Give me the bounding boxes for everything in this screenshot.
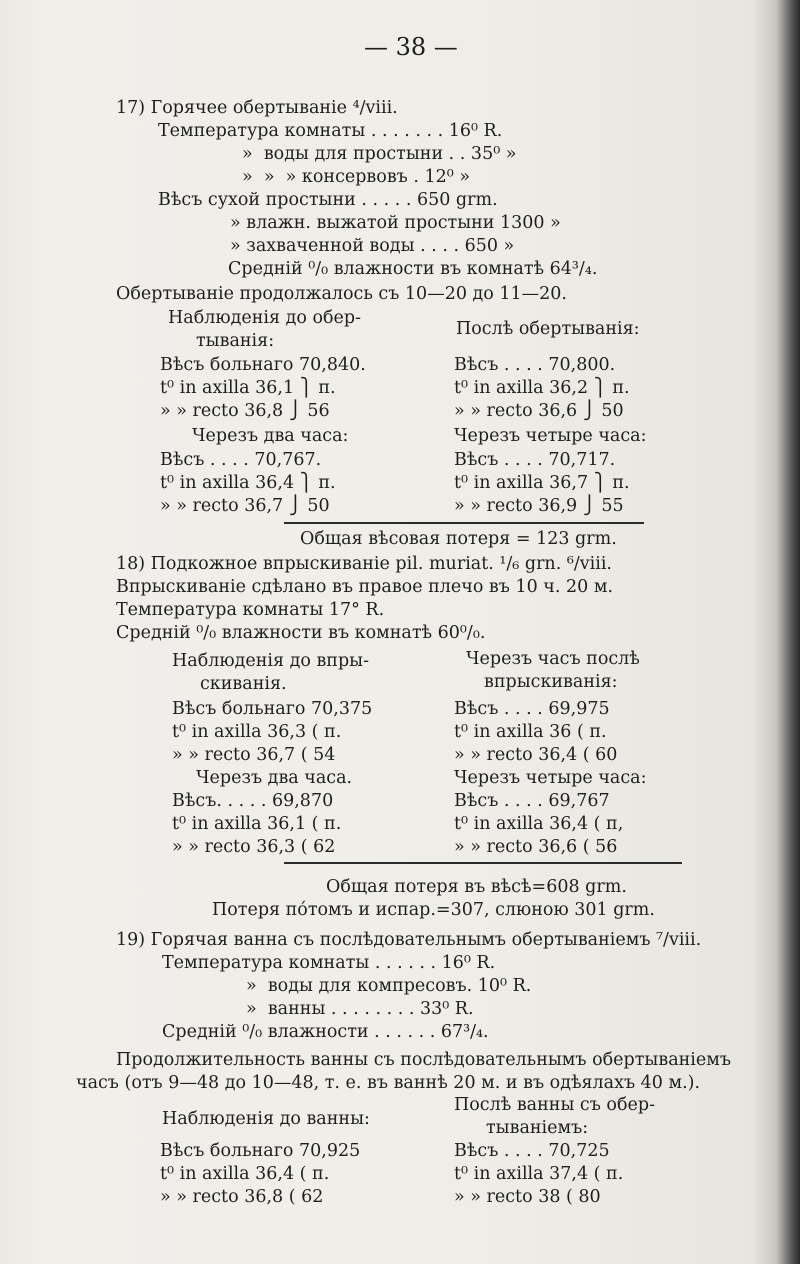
- condition-water-weight: » захваченной воды . . . . 650 »: [230, 236, 515, 256]
- four-hours-axilla: t⁰ in axilla 36,7 ⎫ п.: [454, 473, 630, 493]
- left-heading: Наблюденія до ванны:: [162, 1109, 370, 1129]
- one-hour-weight: Вѣсъ . . . . 69,975: [454, 699, 610, 719]
- before-axilla-temp: t⁰ in axilla 36,4 ( п.: [160, 1164, 330, 1184]
- four-hours-weight: Вѣсъ . . . . 70,717.: [454, 450, 616, 470]
- after-weight: Вѣсъ . . . . 70,800.: [454, 355, 616, 375]
- injection-note: Впрыскиваніе сдѣлано въ правое плечо въ 10 ч. 20 м.: [116, 577, 614, 597]
- two-hours-axilla: t⁰ in axilla 36,4 ⎫ п.: [160, 473, 336, 493]
- four-hours-recto: » » recto 36,9 ⎭ 55: [454, 496, 624, 516]
- one-hour-axilla: t⁰ in axilla 36 ( п.: [454, 722, 607, 742]
- two-hours-axilla: t⁰ in axilla 36,1 ( п.: [172, 814, 342, 834]
- two-hours-weight: Вѣсъ. . . . . 69,870: [172, 791, 334, 811]
- two-hours-heading: Черезъ два часа.: [196, 768, 353, 788]
- four-hours-recto: » » recto 36,6 ( 56: [454, 837, 618, 857]
- condition-humidity: Средній ⁰/₀ влажности въ комнатѣ 64³/₄.: [228, 259, 598, 279]
- two-hours-weight: Вѣсъ . . . . 70,767.: [160, 450, 322, 470]
- sweat-saliva-loss: Потеря пóтомъ и испар.=307, слюною 301 grm.: [212, 900, 655, 920]
- divider-rule: [284, 862, 682, 864]
- before-recto-temp: » » recto 36,7 ( 54: [172, 745, 336, 765]
- room-temperature: Температура комнаты 17° R.: [116, 600, 385, 620]
- left-heading-line-2: скиванія.: [200, 674, 287, 694]
- after-axilla-temp: t⁰ in axilla 37,4 ( п.: [454, 1164, 624, 1184]
- condition-room-temp: Температура комнаты . . . . . . 16⁰ R.: [162, 953, 496, 973]
- right-heading: Послѣ обертыванія:: [456, 319, 640, 339]
- before-recto-temp: » » recto 36,8 ⎭ 56: [160, 401, 330, 421]
- section-18-heading: 18) Подкожное впрыскиваніе pil. muriat. ¹/₆ grn. ⁶/viii.: [116, 554, 612, 574]
- condition-compress-water-temp: » воды для компресовъ. 10⁰ R.: [246, 976, 532, 996]
- right-heading-line-1: Черезъ часъ послѣ: [466, 649, 640, 669]
- total-weight-loss: Общая потеря въ вѣсѣ=608 grm.: [326, 877, 627, 897]
- page-number: — 38 —: [364, 33, 458, 61]
- after-axilla-temp: t⁰ in axilla 36,2 ⎫ п.: [454, 378, 630, 398]
- before-weight: Вѣсъ больнаго 70,375: [172, 699, 373, 719]
- condition-room-temp: Температура комнаты . . . . . . . 16⁰ R.: [158, 121, 503, 141]
- before-weight: Вѣсъ больнаго 70,925: [160, 1141, 361, 1161]
- condition-wet-sheet-weight: » влажн. выжатой простыни 1300 »: [230, 213, 561, 233]
- two-hours-heading: Черезъ два часа:: [192, 426, 349, 446]
- condition-compress-temp: » » » консервовъ . 12⁰ »: [242, 167, 471, 187]
- after-weight: Вѣсъ . . . . 70,725: [454, 1141, 610, 1161]
- four-hours-heading: Черезъ четыре часа:: [454, 768, 647, 788]
- four-hours-axilla: t⁰ in axilla 36,4 ( п,: [454, 814, 624, 834]
- section-17-heading: 17) Горячее обертываніе ⁴/viii.: [116, 98, 398, 118]
- right-heading-line-2: тываніемъ:: [486, 1118, 589, 1138]
- bath-duration-note-line-1: Продолжительность ванны съ послѣдовательнымъ обертываніемъ: [116, 1050, 731, 1070]
- section-19-heading: 19) Горячая ванна съ послѣдовательнымъ обертываніемъ ⁷/viii.: [116, 930, 702, 950]
- right-heading-line-1: Послѣ ванны съ обер-: [454, 1095, 655, 1115]
- wrap-duration-note: Обертываніе продолжалось съ 10—20 до 11—20.: [116, 284, 567, 304]
- before-axilla-temp: t⁰ in axilla 36,3 ( п.: [172, 722, 342, 742]
- room-humidity: Средній ⁰/₀ влажности въ комнатѣ 60⁰/₀.: [116, 623, 486, 643]
- condition-bath-temp: » ванны . . . . . . . . 33⁰ R.: [246, 999, 474, 1019]
- after-recto-temp: » » recto 38 ( 80: [454, 1187, 601, 1207]
- four-hours-weight: Вѣсъ . . . . 69,767: [454, 791, 610, 811]
- left-heading-line-1: Наблюденія до обер-: [168, 308, 361, 328]
- divider-rule: [284, 522, 644, 524]
- condition-dry-sheet-weight: Вѣсъ сухой простыни . . . . . 650 grm.: [158, 190, 498, 210]
- two-hours-recto: » » recto 36,3 ( 62: [172, 837, 336, 857]
- left-heading-line-1: Наблюденія до впры-: [172, 651, 370, 671]
- right-heading-line-2: впрыскиванія:: [484, 672, 618, 692]
- total-weight-loss: Общая вѣсовая потеря = 123 grm.: [300, 529, 617, 549]
- bath-duration-note-line-2: часъ (отъ 9—48 до 10—48, т. е. въ ваннѣ 20 м. и въ одѣялахъ 40 м.).: [76, 1073, 701, 1093]
- condition-humidity: Средній ⁰/₀ влажности . . . . . . 67³/₄.: [162, 1022, 489, 1042]
- after-recto-temp: » » recto 36,6 ⎭ 50: [454, 401, 624, 421]
- before-weight: Вѣсъ больнаго 70,840.: [160, 355, 366, 375]
- before-axilla-temp: t⁰ in axilla 36,1 ⎫ п.: [160, 378, 336, 398]
- left-heading-line-2: тыванія:: [196, 331, 275, 351]
- before-recto-temp: » » recto 36,8 ( 62: [160, 1187, 324, 1207]
- one-hour-recto: » » recto 36,4 ( 60: [454, 745, 618, 765]
- two-hours-recto: » » recto 36,7 ⎭ 50: [160, 496, 330, 516]
- condition-sheet-water-temp: » воды для простыни . . 35⁰ »: [242, 144, 517, 164]
- four-hours-heading: Черезъ четыре часа:: [454, 426, 647, 446]
